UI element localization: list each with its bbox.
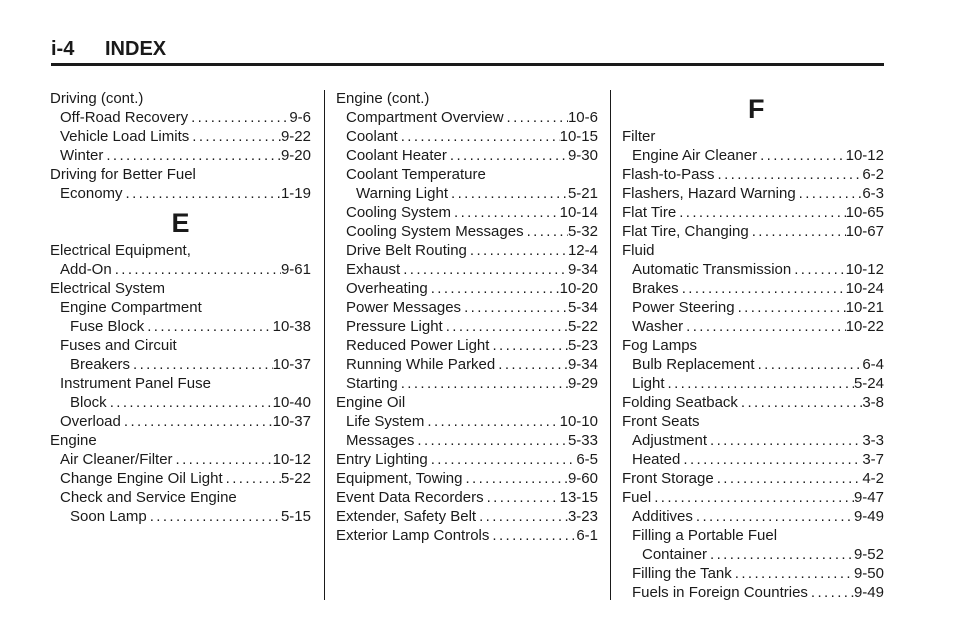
index-entry <box>622 546 884 565</box>
entry-label: Check and Service Engine <box>60 489 237 506</box>
entry-label: Electrical System <box>50 280 166 297</box>
dot-leader <box>495 356 568 373</box>
entry-label: Engine <box>50 432 97 449</box>
page-header <box>51 38 884 62</box>
index-entry <box>622 185 884 204</box>
entry-label: Fuels in Foreign Countries <box>632 584 808 601</box>
index-entry <box>622 451 884 470</box>
index-entry <box>622 204 884 223</box>
dot-leader <box>447 147 568 164</box>
page-reference: 10-37 <box>272 413 311 430</box>
entry-label: Entry Lighting <box>336 451 428 468</box>
index-entry <box>336 375 598 394</box>
entry-label: Off-Road Recovery <box>60 109 189 126</box>
index-entry <box>622 261 884 280</box>
page-reference: 9-34 <box>567 261 598 278</box>
page-reference: 10-40 <box>272 394 311 411</box>
page-reference: 12-4 <box>567 242 598 259</box>
index-entry <box>336 147 598 166</box>
dot-leader <box>791 261 845 278</box>
index-entry <box>336 527 598 546</box>
page-reference: 10-15 <box>559 128 598 145</box>
entry-label: Driving for Better Fuel <box>50 166 196 183</box>
dot-leader <box>467 242 568 259</box>
index-entry <box>336 223 598 242</box>
page-reference: 9-49 <box>853 508 884 525</box>
entry-label: Event Data Recorders <box>336 489 484 506</box>
index-entry <box>336 356 598 375</box>
page-reference: 5-24 <box>853 375 884 392</box>
entry-label: Life System <box>346 413 425 430</box>
entry-label: Engine Oil <box>336 394 406 411</box>
index-entry <box>50 508 311 527</box>
entry-label: Engine (cont.) <box>336 90 430 107</box>
index-entry <box>622 432 884 451</box>
dot-leader <box>144 318 272 335</box>
index-entry <box>50 299 311 318</box>
entry-label: Flashers, Hazard Warning <box>622 185 796 202</box>
page-reference: 10-38 <box>272 318 311 335</box>
dot-leader <box>735 299 846 316</box>
dot-leader <box>448 185 568 202</box>
index-entry <box>622 584 884 603</box>
dot-leader <box>732 565 854 582</box>
entry-label: Exhaust <box>346 261 401 278</box>
page-reference: 9-47 <box>853 489 884 506</box>
index-entry <box>336 470 598 489</box>
entry-label: Economy <box>60 185 123 202</box>
entry-label: Electrical Equipment, <box>50 242 191 259</box>
dot-leader <box>461 299 568 316</box>
index-entry <box>622 375 884 394</box>
entry-label: Warning Light <box>356 185 448 202</box>
dot-leader <box>189 128 281 145</box>
index-entry <box>50 90 311 109</box>
page-reference: 10-6 <box>567 109 598 126</box>
entry-label: Additives <box>632 508 693 525</box>
entry-label: Cooling System Messages <box>346 223 524 240</box>
page-reference: 9-30 <box>567 147 598 164</box>
dot-leader <box>107 394 273 411</box>
entry-label: Brakes <box>632 280 679 297</box>
entry-label: Compartment Overview <box>346 109 504 126</box>
index-entry <box>50 394 311 413</box>
entry-label: Flat Tire, Changing <box>622 223 749 240</box>
index-entry <box>50 470 311 489</box>
index-entry <box>336 489 598 508</box>
page-reference: 9-49 <box>853 584 884 601</box>
entry-label: Extender, Safety Belt <box>336 508 477 525</box>
entry-label: Container <box>642 546 708 563</box>
page-reference: 10-12 <box>845 147 884 164</box>
index-entry <box>336 261 598 280</box>
index-entry <box>336 166 598 185</box>
column-divider <box>324 90 325 600</box>
page-reference: 9-29 <box>567 375 598 392</box>
index-entry <box>336 337 598 356</box>
entry-label: Messages <box>346 432 415 449</box>
dot-leader <box>524 223 568 240</box>
entry-label: Equipment, Towing <box>336 470 463 487</box>
entry-label: Coolant Heater <box>346 147 447 164</box>
entry-label: Block <box>70 394 107 411</box>
entry-label: Starting <box>346 375 398 392</box>
entry-label: Fuses and Circuit <box>60 337 177 354</box>
page-reference: 6-2 <box>862 166 884 183</box>
index-column-2 <box>336 90 598 546</box>
dot-leader <box>715 166 863 183</box>
page-reference: 13-15 <box>559 489 598 506</box>
dot-leader <box>714 470 863 487</box>
page-reference: 10-10 <box>559 413 598 430</box>
index-entry <box>50 489 311 508</box>
entry-label: Flat Tire <box>622 204 677 221</box>
entry-label: Engine Compartment <box>60 299 202 316</box>
dot-leader <box>489 527 576 544</box>
page-reference: 6-4 <box>862 356 884 373</box>
page-reference: 9-22 <box>280 128 311 145</box>
index-entry <box>622 565 884 584</box>
entry-label: Front Storage <box>622 470 714 487</box>
page-number: i-4 <box>51 38 75 60</box>
page-reference: 4-2 <box>862 470 884 487</box>
entry-label: Filter <box>622 128 656 145</box>
index-entry <box>50 280 311 299</box>
entry-label: Front Seats <box>622 413 700 430</box>
dot-leader <box>103 147 281 164</box>
header-rule <box>51 63 884 66</box>
index-entry <box>50 128 311 147</box>
index-entry <box>50 413 311 432</box>
entry-label: Fuel <box>622 489 652 506</box>
dot-leader <box>462 470 568 487</box>
index-entry <box>336 128 598 147</box>
index-entry <box>50 337 311 356</box>
dot-leader <box>651 489 854 506</box>
index-entry <box>336 394 598 413</box>
entry-label: Folding Seatback <box>622 394 738 411</box>
page-reference: 5-33 <box>567 432 598 449</box>
page-reference: 9-20 <box>280 147 311 164</box>
dot-leader <box>414 432 568 449</box>
index-entry <box>336 318 598 337</box>
index-entry <box>50 109 311 128</box>
page-reference: 10-65 <box>845 204 884 221</box>
entry-label: Vehicle Load Limits <box>60 128 190 145</box>
page-reference: 3-7 <box>862 451 884 468</box>
entry-label: Engine Air Cleaner <box>632 147 758 164</box>
dot-leader <box>679 280 846 297</box>
page-reference: 9-60 <box>567 470 598 487</box>
entry-label: Pressure Light <box>346 318 443 335</box>
page-reference: 3-23 <box>567 508 598 525</box>
dot-leader <box>398 375 568 392</box>
index-entry <box>622 166 884 185</box>
index-entry <box>50 261 311 280</box>
dot-leader <box>121 413 273 430</box>
index-entry <box>622 508 884 527</box>
index-entry <box>622 356 884 375</box>
index-entry <box>50 166 311 185</box>
dot-leader <box>112 261 281 278</box>
index-entry <box>622 128 884 147</box>
entry-label: Fluid <box>622 242 655 259</box>
dot-leader <box>173 451 273 468</box>
page-reference: 9-61 <box>280 261 311 278</box>
index-entry <box>622 223 884 242</box>
dot-leader <box>707 546 854 563</box>
dot-leader <box>428 280 560 297</box>
dot-leader <box>223 470 281 487</box>
entry-label: Reduced Power Light <box>346 337 490 354</box>
entry-label: Running While Parked <box>346 356 496 373</box>
dot-leader <box>693 508 854 525</box>
page-reference: 9-52 <box>853 546 884 563</box>
entry-label: Coolant Temperature <box>346 166 486 183</box>
page-reference: 10-37 <box>272 356 311 373</box>
index-entry <box>336 413 598 432</box>
page-reference: 5-34 <box>567 299 598 316</box>
entry-label: Instrument Panel Fuse <box>60 375 211 392</box>
entry-label: Light <box>632 375 665 392</box>
dot-leader <box>738 394 862 411</box>
index-entry <box>622 337 884 356</box>
page-reference: 10-12 <box>272 451 311 468</box>
page-reference: 10-14 <box>559 204 598 221</box>
dot-leader <box>757 147 846 164</box>
entry-label: Filling the Tank <box>632 565 732 582</box>
dot-leader <box>147 508 281 525</box>
dot-leader <box>400 261 568 278</box>
index-entry <box>50 242 311 261</box>
page-reference: 10-24 <box>845 280 884 297</box>
index-entry <box>336 280 598 299</box>
dot-leader <box>676 204 845 221</box>
index-entry <box>622 394 884 413</box>
page-reference: 10-67 <box>845 223 884 240</box>
index-entry <box>336 451 598 470</box>
entry-label: Heated <box>632 451 681 468</box>
page-reference: 10-20 <box>559 280 598 297</box>
entry-label: Overheating <box>346 280 428 297</box>
page-reference: 9-50 <box>853 565 884 582</box>
index-entry <box>50 318 311 337</box>
entry-label: Overload <box>60 413 121 430</box>
entry-label: Bulb Replacement <box>632 356 755 373</box>
entry-label: Soon Lamp <box>70 508 147 525</box>
page-reference: 6-3 <box>862 185 884 202</box>
entry-label: Power Steering <box>632 299 735 316</box>
page-reference: 5-22 <box>567 318 598 335</box>
dot-leader <box>796 185 863 202</box>
dot-leader <box>665 375 854 392</box>
dot-leader <box>428 451 577 468</box>
entry-label: Driving (cont.) <box>50 90 144 107</box>
index-entry <box>622 413 884 432</box>
entry-label: Change Engine Oil Light <box>60 470 223 487</box>
index-entry <box>622 147 884 166</box>
index-entry <box>622 280 884 299</box>
entry-label: Flash-to-Pass <box>622 166 715 183</box>
index-entry <box>622 299 884 318</box>
entry-label: Air Cleaner/Filter <box>60 451 173 468</box>
page-reference: 6-5 <box>576 451 598 468</box>
index-entry <box>336 90 598 109</box>
index-entry <box>622 489 884 508</box>
dot-leader <box>680 451 862 468</box>
index-entry <box>336 204 598 223</box>
index-entry <box>336 242 598 261</box>
index-entry <box>50 356 311 375</box>
dot-leader <box>683 318 846 335</box>
page-title: INDEX <box>105 38 167 60</box>
page-reference: 5-15 <box>280 508 311 525</box>
entry-label: Exterior Lamp Controls <box>336 527 490 544</box>
entry-label: Fuse Block <box>70 318 145 335</box>
entry-label: Add-On <box>60 261 112 278</box>
index-entry <box>336 299 598 318</box>
dot-leader <box>130 356 273 373</box>
page-reference: 9-6 <box>289 109 311 126</box>
index-entry <box>622 318 884 337</box>
section-letter: E <box>171 208 190 238</box>
page-reference: 5-22 <box>280 470 311 487</box>
entry-label: Adjustment <box>632 432 708 449</box>
entry-label: Filling a Portable Fuel <box>632 527 778 544</box>
dot-leader <box>484 489 560 506</box>
page-reference: 6-1 <box>576 527 598 544</box>
index-entry <box>50 375 311 394</box>
index-entry <box>336 185 598 204</box>
entry-label: Washer <box>632 318 684 335</box>
dot-leader <box>123 185 281 202</box>
page-reference: 5-32 <box>567 223 598 240</box>
index-entry <box>50 451 311 470</box>
index-column-3 <box>622 90 884 603</box>
page-reference: 10-22 <box>845 318 884 335</box>
page-reference: 5-21 <box>567 185 598 202</box>
dot-leader <box>707 432 862 449</box>
dot-leader <box>424 413 559 430</box>
index-column-1 <box>50 90 311 527</box>
page-reference: 10-12 <box>845 261 884 278</box>
index-entry <box>336 508 598 527</box>
dot-leader <box>476 508 568 525</box>
entry-label: Breakers <box>70 356 131 373</box>
dot-leader <box>443 318 568 335</box>
entry-label: Fog Lamps <box>622 337 698 354</box>
index-entry <box>50 185 311 204</box>
index-entry <box>622 527 884 546</box>
index-entry <box>50 147 311 166</box>
entry-label: Automatic Transmission <box>632 261 792 278</box>
index-entry <box>336 432 598 451</box>
dot-leader <box>808 584 854 601</box>
entry-label: Drive Belt Routing <box>346 242 467 259</box>
page-reference: 9-34 <box>567 356 598 373</box>
entry-label: Winter <box>60 147 104 164</box>
page-reference: 3-3 <box>862 432 884 449</box>
column-divider <box>610 90 611 600</box>
dot-leader <box>188 109 289 126</box>
entry-label: Power Messages <box>346 299 462 316</box>
index-entry <box>622 470 884 489</box>
dot-leader <box>398 128 560 145</box>
index-entry <box>336 109 598 128</box>
dot-leader <box>451 204 560 221</box>
index-entry <box>50 432 311 451</box>
dot-leader <box>489 337 568 354</box>
index-entry <box>622 242 884 261</box>
page-reference: 5-23 <box>567 337 598 354</box>
page-reference: 10-21 <box>845 299 884 316</box>
dot-leader <box>755 356 863 373</box>
dot-leader <box>504 109 568 126</box>
dot-leader <box>749 223 846 240</box>
entry-label: Coolant <box>346 128 398 145</box>
section-letter: F <box>748 94 765 124</box>
page-reference: 1-19 <box>280 185 311 202</box>
entry-label: Cooling System <box>346 204 452 221</box>
page-reference: 3-8 <box>862 394 884 411</box>
